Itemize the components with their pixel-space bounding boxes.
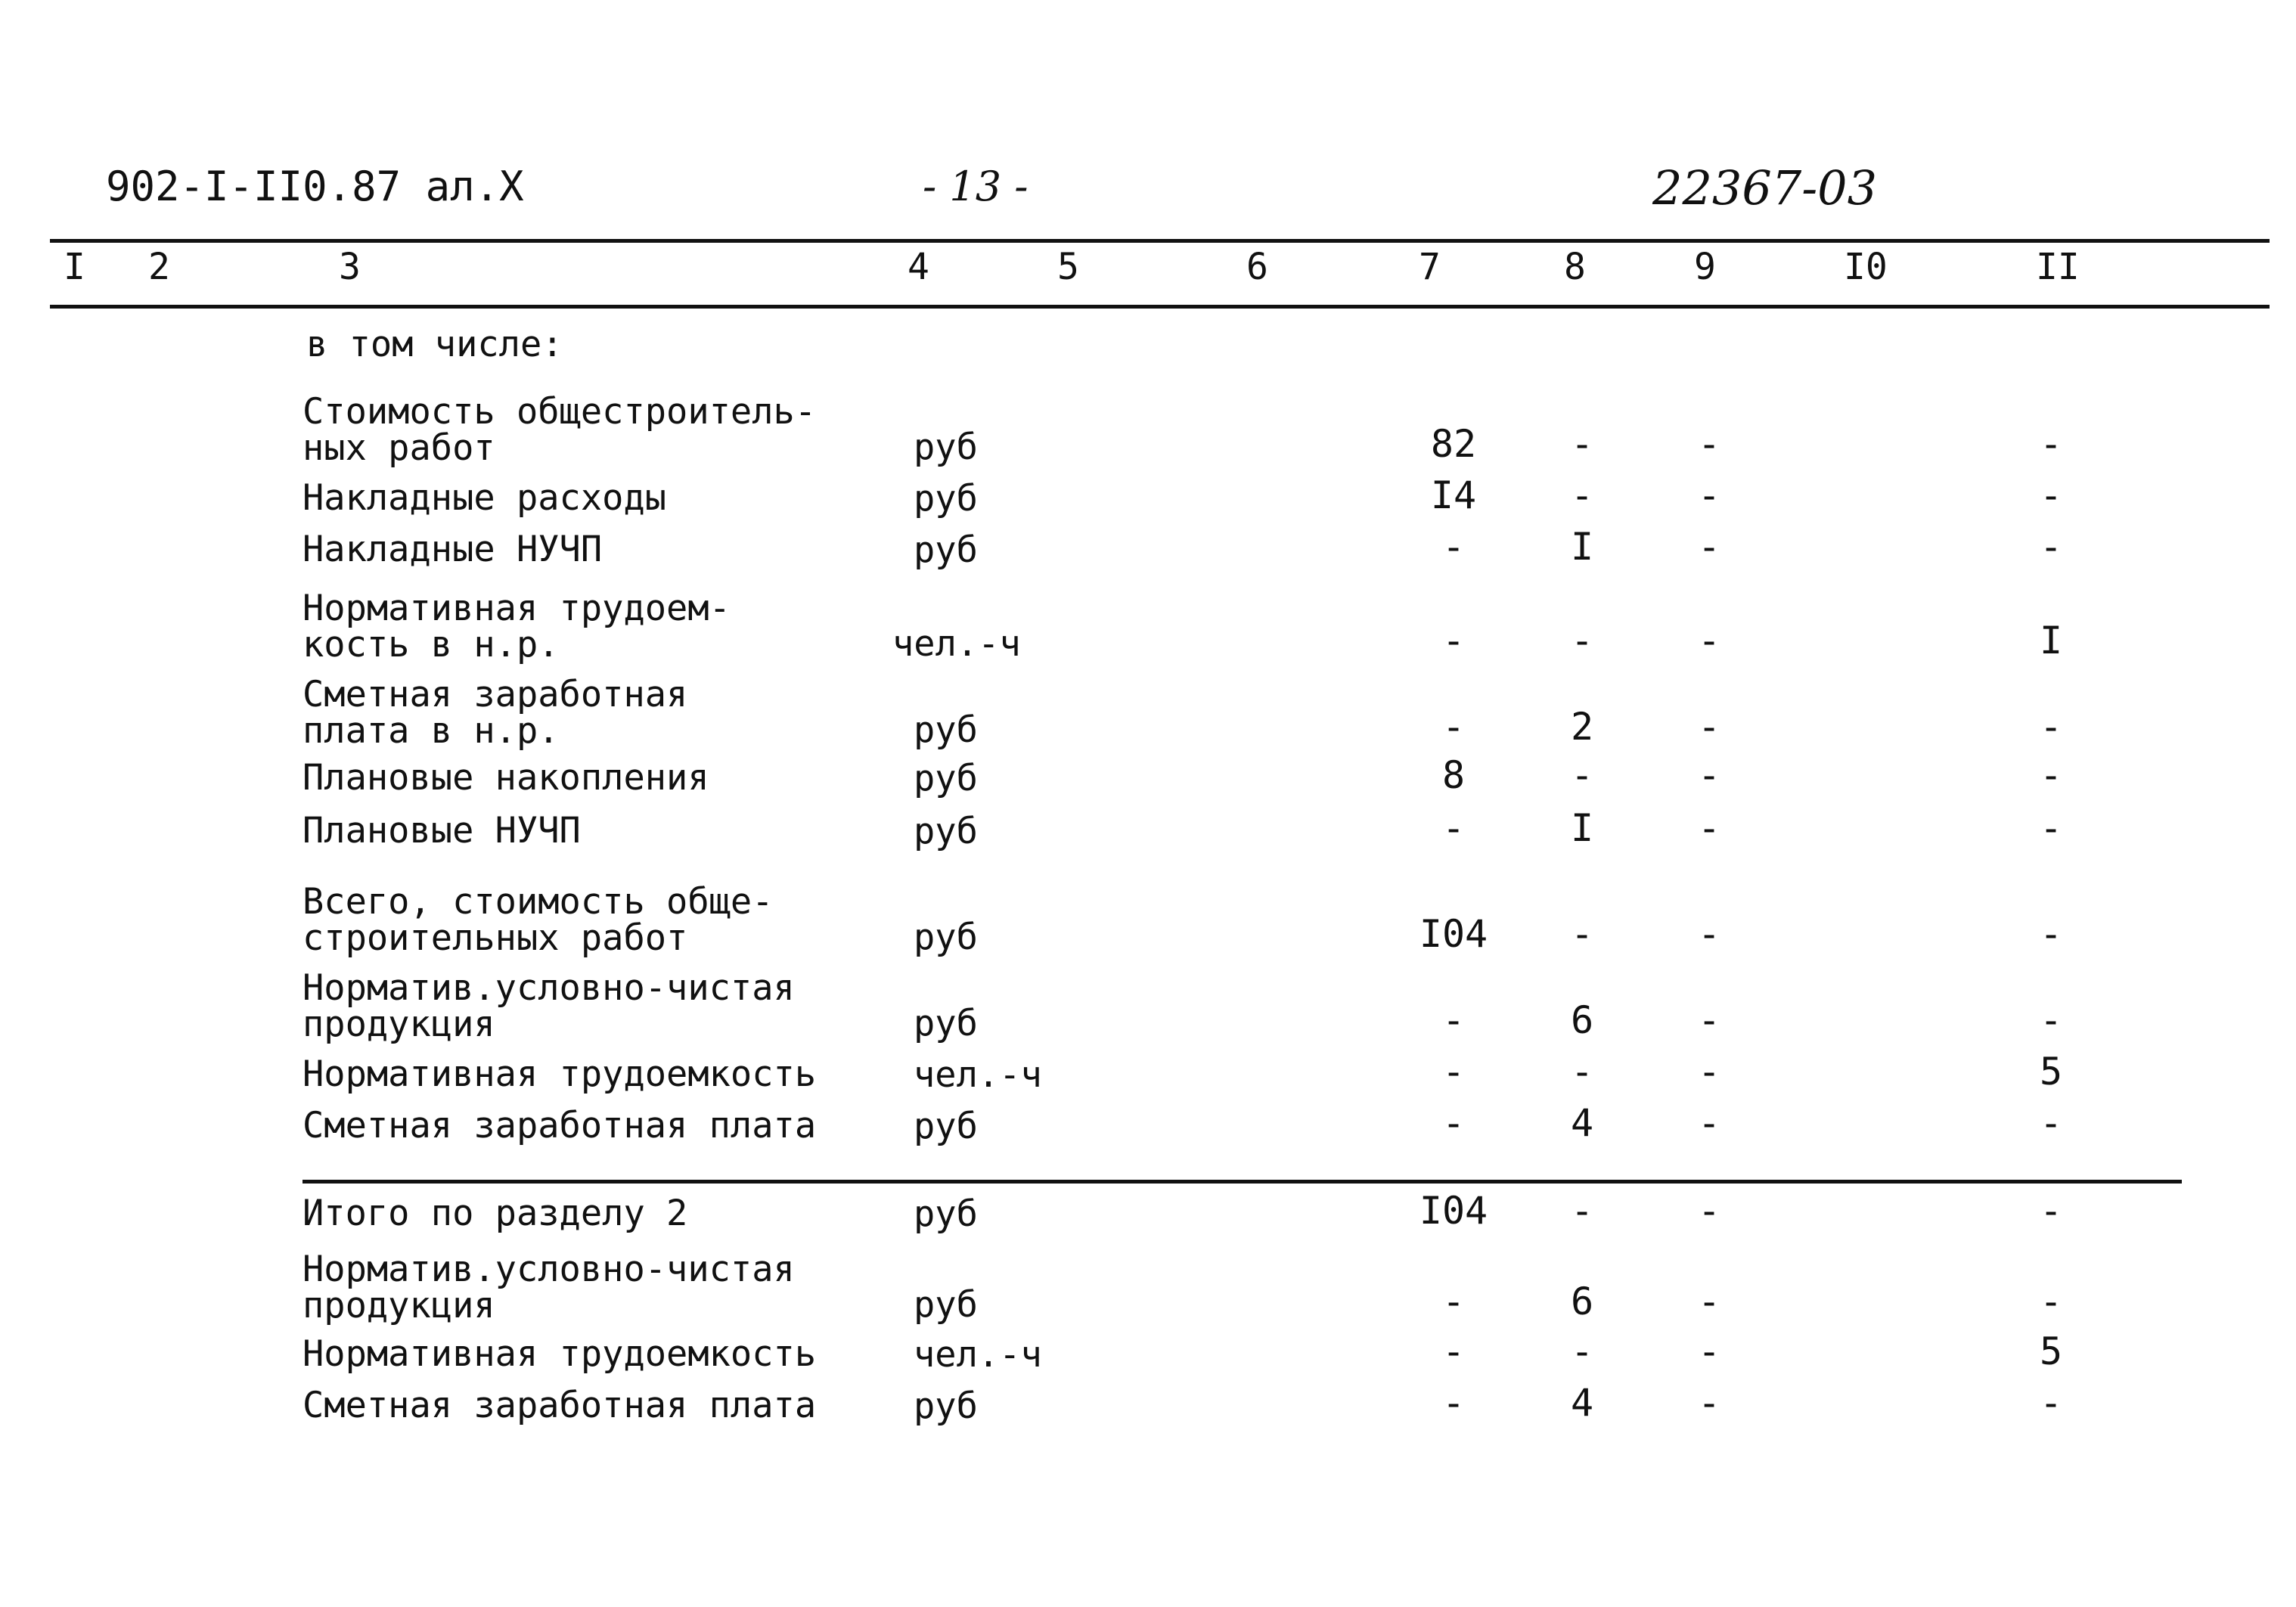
total-separator-rule [303,1180,2182,1184]
row-unit: руб [914,758,978,799]
cell-col-7: - [1441,1050,1466,1094]
cell-col-11: - [2039,912,2063,956]
cell-col-8: - [1570,1050,1594,1094]
cell-col-11: - [2039,1381,2063,1425]
row-unit: руб [914,709,978,751]
cell-col-7: I04 [1419,1189,1488,1233]
row-unit: руб [914,529,978,571]
row-unit: руб [914,811,978,852]
row-label: Всего, стоимость обще- [303,881,774,923]
cell-col-8: I [1570,806,1594,850]
row-label: Нормативная трудоемкость [303,1333,817,1375]
row-label: Нормативная трудоемкость [303,1053,817,1095]
row-label: Стоимость общестроитель- [303,391,817,433]
column-number-4: 4 [908,246,929,288]
cell-col-8: 2 [1570,705,1594,749]
row-label: Норматив.условно-чистая [303,967,795,1009]
cell-col-9: - [1697,1381,1721,1425]
cell-col-8: 4 [1570,1101,1594,1145]
header-bottom-rule [50,305,2270,309]
row-label: Плановые НУЧП [303,810,581,852]
cell-col-8: - [1570,912,1594,956]
cell-col-9: - [1697,1189,1721,1233]
section-subtitle: в том числе: [306,324,563,365]
cell-col-11: 5 [2039,1050,2063,1094]
row-label: Накладные НУЧП [303,529,603,570]
row-unit: руб [914,917,978,958]
row-label-continuation: плата в н.р. [303,710,560,752]
row-label-continuation: продукция [303,1004,495,1045]
column-number-1: I [64,246,85,288]
row-label: Итого по разделу 2 [303,1193,688,1234]
cell-col-7: I4 [1430,473,1477,517]
cell-col-8: 6 [1570,1280,1594,1323]
row-unit: чел.-ч [914,1054,1042,1096]
row-label-continuation: кость в н.р. [303,624,560,665]
cell-col-9: - [1697,1329,1721,1373]
cell-col-7: - [1441,525,1466,569]
cell-col-7: 82 [1430,422,1477,466]
cell-col-8: I [1570,525,1594,569]
cell-col-11: - [2039,705,2063,749]
row-unit: руб [914,1193,978,1235]
row-label: Сметная заработная плата [303,1105,817,1146]
cell-col-9: - [1697,1101,1721,1145]
cell-col-8: - [1570,753,1594,797]
row-label: Накладные расходы [303,477,667,519]
cell-col-9: - [1697,525,1721,569]
row-label: Сметная заработная [303,674,688,715]
row-unit: руб [914,1106,978,1147]
column-number-2: 2 [148,246,170,288]
document-code: 902-I-II0.87 ал.X [106,163,524,210]
row-unit: чел.-ч [892,623,1021,665]
cell-col-9: - [1697,998,1721,1042]
row-label: Нормативная трудоем- [303,588,731,629]
row-unit: руб [914,478,978,520]
row-label: Сметная заработная плата [303,1385,817,1426]
row-label-continuation: ных работ [303,427,495,469]
row-label: Норматив.условно-чистая [303,1249,795,1290]
cell-col-11: - [2039,1280,2063,1323]
column-number-6: 6 [1246,246,1268,288]
page-number: - 13 - [923,163,1029,210]
cell-col-11: - [2039,806,2063,850]
row-unit: чел.-ч [914,1334,1042,1376]
cell-col-8: 6 [1570,998,1594,1042]
cell-col-11: - [2039,473,2063,517]
cell-col-7: - [1441,705,1466,749]
row-label-continuation: строительных работ [303,917,688,959]
cell-col-9: - [1697,619,1721,662]
cell-col-7: - [1441,1381,1466,1425]
cell-col-8: 4 [1570,1381,1594,1425]
cell-col-9: - [1697,753,1721,797]
row-unit: руб [914,427,978,468]
cell-col-11: - [2039,422,2063,466]
cell-col-7: - [1441,1329,1466,1373]
cell-col-11: - [2039,525,2063,569]
row-label-continuation: продукция [303,1285,495,1326]
cell-col-8: - [1570,422,1594,466]
row-unit: руб [914,1003,978,1044]
row-label: Плановые накопления [303,757,709,799]
cell-col-7: - [1441,998,1466,1042]
cell-col-8: - [1570,1189,1594,1233]
cell-col-8: - [1570,473,1594,517]
column-number-11: II [2036,246,2080,288]
cell-col-7: I04 [1419,912,1488,956]
cell-col-9: - [1697,806,1721,850]
cell-col-8: - [1570,619,1594,662]
column-number-10: I0 [1844,246,1888,288]
cell-col-7: - [1441,1280,1466,1323]
cell-col-11: 5 [2039,1329,2063,1373]
column-number-9: 9 [1694,246,1716,288]
cell-col-11: I [2039,619,2063,662]
header-top-rule [50,239,2270,243]
column-number-8: 8 [1564,246,1586,288]
cell-col-11: - [2039,1101,2063,1145]
document-number: 22367-03 [1652,160,1878,216]
cell-col-8: - [1570,1329,1594,1373]
cell-col-9: - [1697,473,1721,517]
cell-col-9: - [1697,1050,1721,1094]
column-number-7: 7 [1419,246,1441,288]
cell-col-7: - [1441,619,1466,662]
cell-col-7: - [1441,806,1466,850]
cell-col-7: 8 [1441,753,1466,797]
cell-col-9: - [1697,422,1721,466]
cell-col-9: - [1697,1280,1721,1323]
cell-col-11: - [2039,998,2063,1042]
row-unit: руб [914,1385,978,1427]
cell-col-9: - [1697,912,1721,956]
cell-col-9: - [1697,705,1721,749]
cell-col-11: - [2039,1189,2063,1233]
row-unit: руб [914,1284,978,1326]
cell-col-11: - [2039,753,2063,797]
cell-col-7: - [1441,1101,1466,1145]
column-number-5: 5 [1057,246,1079,288]
column-number-3: 3 [339,246,361,288]
